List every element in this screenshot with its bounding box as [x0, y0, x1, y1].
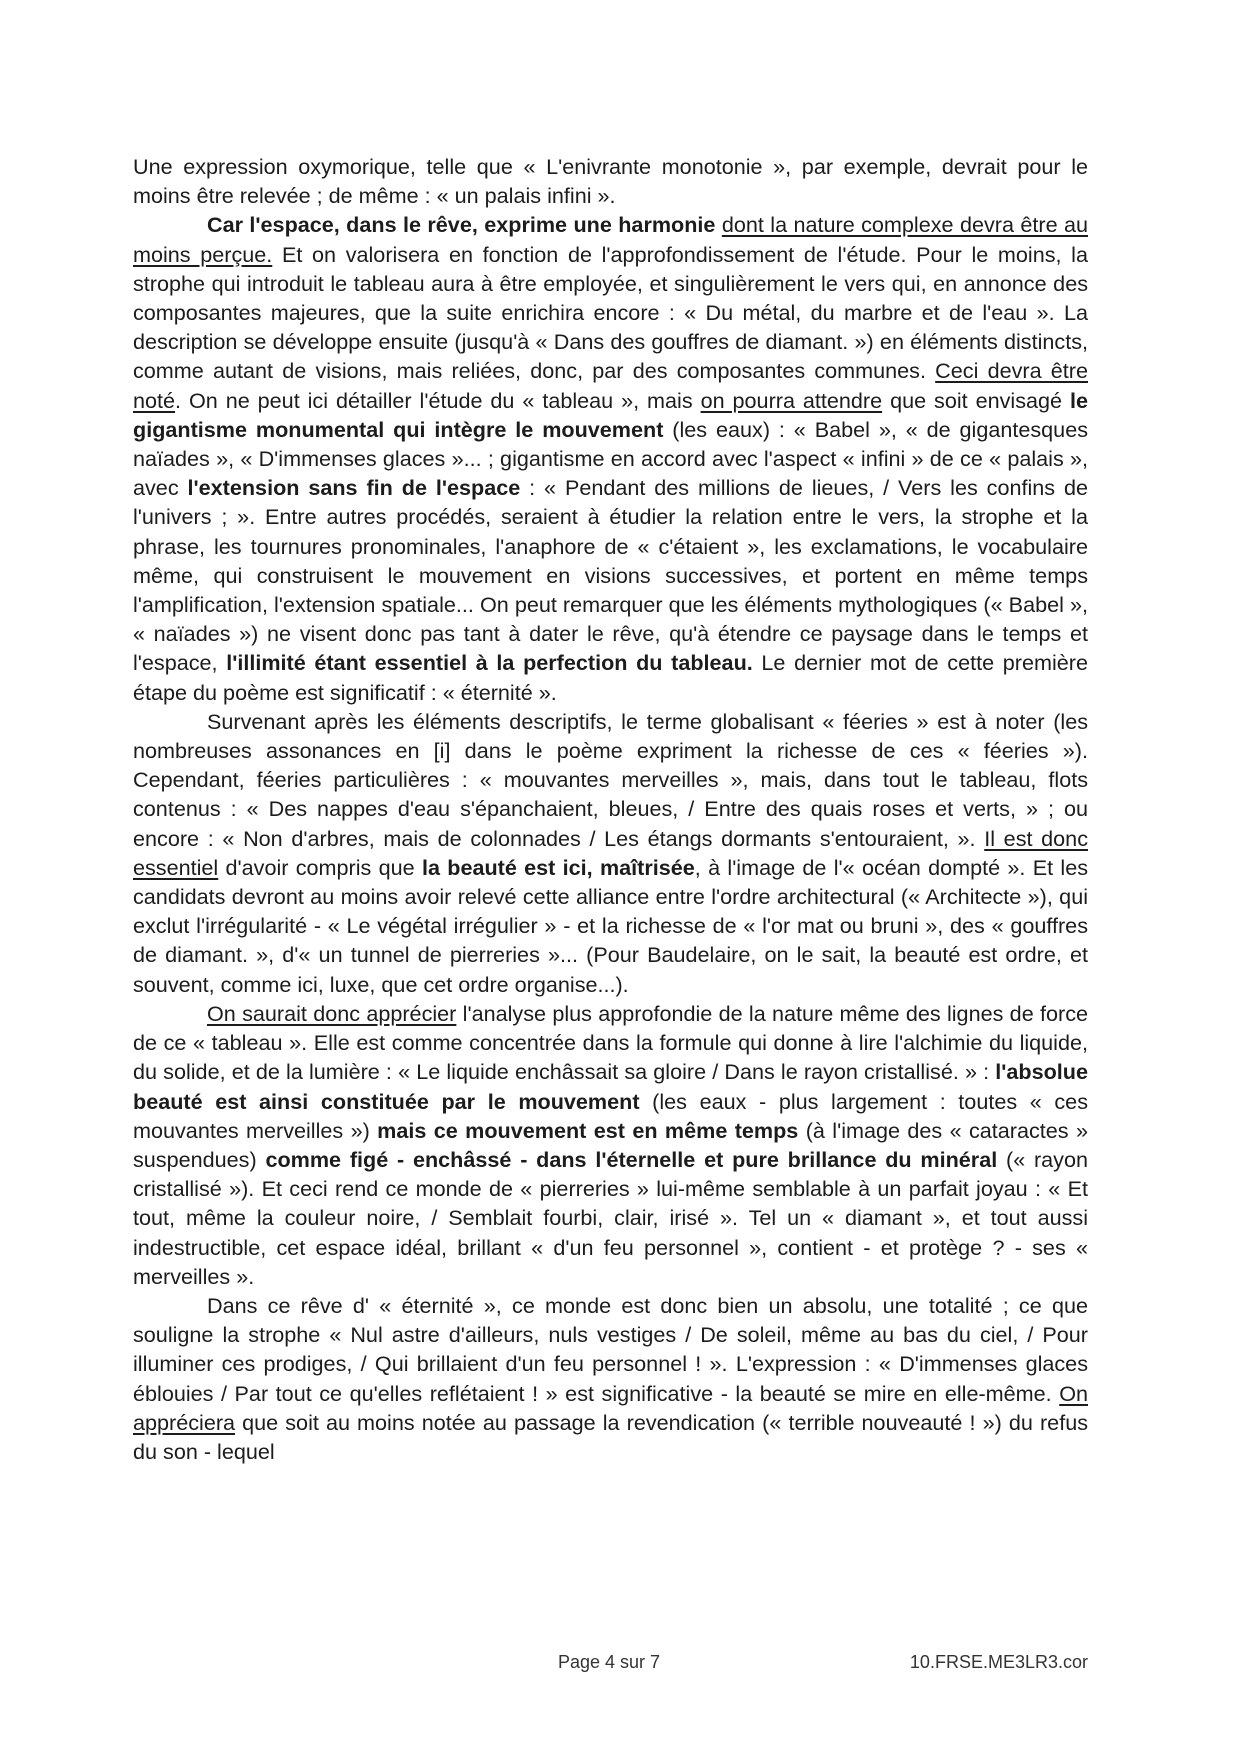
text-run: Une expression oxymorique, telle que « L'enivrante monotonie », par exemple, devrait pour le moins être relevée ; de même : « un palais infini ».: [133, 154, 1088, 209]
text-run: l'analyse plus approfondie de la nature même des lignes de force de ce « tableau ». Elle est comme concentrée dans la formule qui donne à lire l'alchimie du liquide, du solide, et de la lumière : « Le liquide enchâssait sa gloire / Dans le rayon cristallisé. » :: [133, 1000, 1089, 1085]
bold-text: l'extension sans fin de l'espace: [187, 475, 521, 501]
underlined-text: Il est donc essentiel: [133, 825, 1088, 880]
paragraph: [133, 210, 1088, 706]
text-run: . On ne peut ici détailler l'étude du « tableau », mais: [175, 387, 701, 413]
text-run: (les eaux) : « Babel », « de gigantesques naïades », « D'immenses glaces »... ; gigantisme en accord avec l'aspect « infini » de ce « palais », avec: [133, 416, 1088, 501]
bold-text: Car l'espace, dans le rêve, exprime une harmonie: [207, 212, 716, 238]
text-run: Et on valorisera en fonction de l'approfondissement de l'étude. Pour le moins, la strophe qui introduit le tableau aura à être employée, et singulièrement le vers qui, en annonce des composantes majeures, que la suite enrichira encore : « Du métal, du marbre et de l'eau ». La description se développe ensuite (jusqu'à « Dans des gouffres de diamant. ») en éléments distincts, comme autant de visions, mais reliées, donc, par des composantes communes.: [133, 241, 1088, 384]
paragraph: [133, 999, 1088, 1291]
bold-text: la beauté est ici, maîtrisée: [421, 854, 695, 880]
text-run: que soit envisagé: [882, 387, 1070, 413]
paragraph: [133, 1291, 1088, 1466]
body-text: [133, 152, 1088, 1466]
text-run: Le dernier mot de cette première étape du poème est significatif : « éternité ».: [133, 650, 1088, 705]
paragraph: [133, 152, 1088, 210]
text-run: (« rayon cristallisé »). Et ceci rend ce monde de « pierreries » lui-même semblable à un parfait joyau : « Et tout, même la couleur noire, / Semblait fourbi, clair, irisé ». Tel un « diamant », et tout aussi indestructible, cet espace idéal, brillant « d'un feu personnel », contient - et protège ? - ses « merveilles ».: [133, 1146, 1088, 1289]
text-run: Dans ce rêve d' « éternité », ce monde est donc bien un absolu, une totalité ; ce que souligne la strophe « Nul astre d'ailleurs, nuls vestiges / De soleil, même au bas du ciel, / Pour illuminer ces prodiges, / Qui brillaient d'un feu personnel ! ». L'expression : « D'immenses glaces éblouies / Par tout ce qu'elles reflétaient ! » est significative - la beauté se mire en elle-même.: [133, 1292, 1088, 1406]
bold-text: l'absolue beauté est ainsi constituée par le mouvement: [133, 1059, 1088, 1114]
text-run: : « Pendant des millions de lieues, / Vers les confins de l'univers ; ». Entre autres procédés, seraient à étudier la relation entre le vers, la strophe et la phrase, les tournures pronominales, l'anaphore de « c'étaient », les exclamations, le vocabulaire même, qui construisent le mouvement en visions successives, et portent en même temps l'amplification, l'extension spatiale... On peut remarquer que les éléments mythologiques (« Babel », « naïades ») ne visent donc pas tant à dater le rêve, qu'à étendre ce paysage dans le temps et l'espace,: [133, 475, 1088, 676]
underlined-text: on pourra attendre: [700, 387, 883, 413]
document-code: 10.FRSE.ME3LR3.cor: [909, 1652, 1088, 1672]
underlined-text: On appréciera: [133, 1380, 1088, 1435]
underlined-text: On saurait donc apprécier: [207, 1000, 457, 1026]
text-run: Survenant après les éléments descriptifs, le terme globalisant « féeries » est à noter (les nombreuses assonances en [i] dans le poème expriment la richesse de ces « féeries »). Cependant, féeries particulières : « mouvantes merveilles », mais, dans tout le tableau, flots contenus : « Des nappes d'eau s'épanchaient, bleues, / Entre des quais roses et verts, » ; ou encore : « Non d'arbres, mais de colonnades / Les étangs dormants s'entouraient, ».: [133, 708, 1088, 851]
page-number: Page 4 sur 7: [558, 1652, 661, 1672]
bold-text: comme figé - enchâssé - dans l'éternelle et pure brillance du minéral: [265, 1146, 998, 1172]
text-run: , à l'image de l'« océan dompté ». Et les candidats devront au moins avoir relevé cette alliance entre l'ordre architectural (« Architecte »), qui exclut l'irrégularité - « Le végétal irrégulier » - et la richesse de « l'or mat ou bruni », des « gouffres de diamant. », d'« un tunnel de pierreries »... (Pour Baudelaire, on le sait, la beauté est ordre, et souvent, comme ici, luxe, que cet ordre organise...).: [133, 854, 1088, 997]
bold-text: le gigantisme monumental qui intègre le mouvement: [133, 387, 1088, 442]
text-run: que soit au moins notée au passage la revendication (« terrible nouveauté ! ») du refus du son - lequel: [133, 1409, 1088, 1464]
underlined-text: Ceci devra être noté: [133, 358, 1088, 413]
text-run: (à l'image des « cataractes » suspendues): [133, 1117, 1088, 1172]
bold-text: l'illimité étant essentiel à la perfection du tableau.: [226, 650, 753, 676]
text-run: (les eaux - plus largement : toutes « ces mouvantes merveilles »): [133, 1088, 1088, 1143]
bold-text: mais ce mouvement est en même temps: [377, 1117, 799, 1143]
paragraph: [133, 707, 1088, 999]
text-run: d'avoir compris que: [218, 854, 422, 880]
underlined-text: dont la nature complexe devra être au moins perçue.: [133, 212, 1088, 267]
